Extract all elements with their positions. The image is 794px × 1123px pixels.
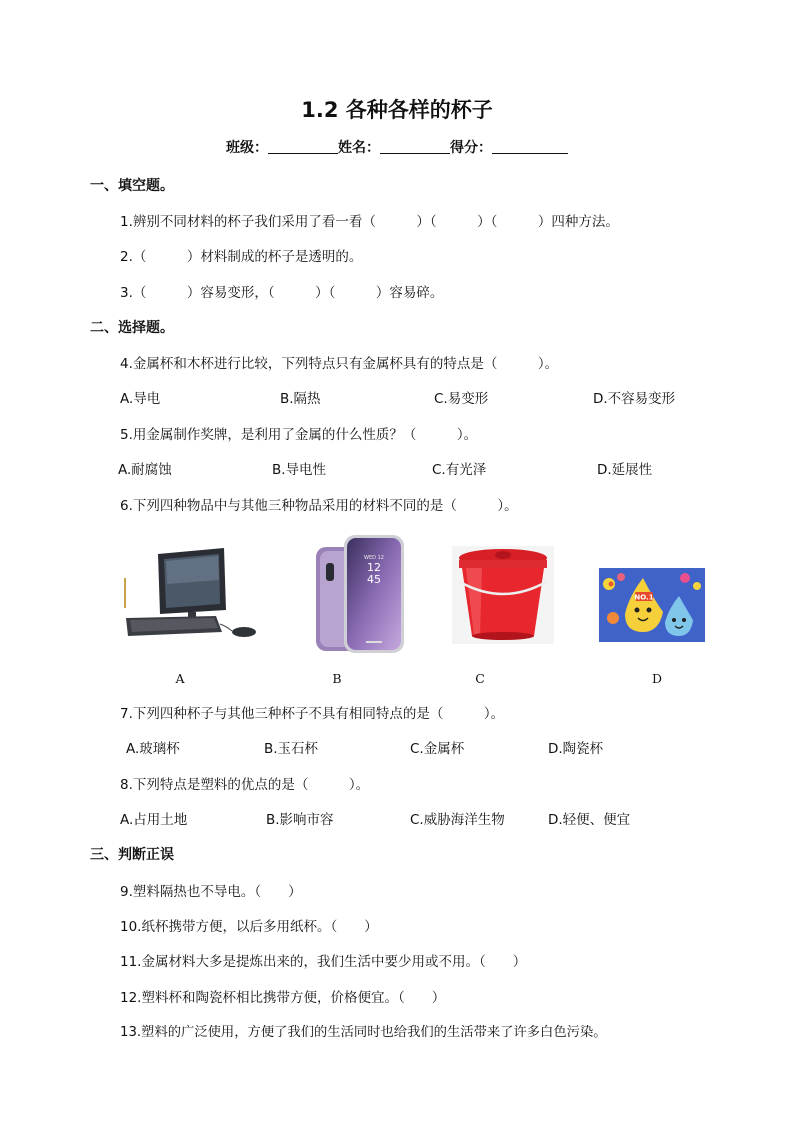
question-10: 10.纸杯携带方便，以后多用纸杯。（ ） bbox=[120, 919, 378, 935]
q7-option-a[interactable]: A.玻璃杯 bbox=[126, 741, 180, 757]
q5-option-d[interactable]: D.延展性 bbox=[597, 462, 653, 478]
image-label-b[interactable]: B bbox=[332, 671, 342, 686]
q4-option-a[interactable]: A.导电 bbox=[120, 391, 161, 407]
section-fill-in: 一、填空题。 bbox=[90, 178, 174, 194]
question-9: 9.塑料隔热也不导电。（ ） bbox=[120, 884, 302, 900]
question-12: 12.塑料杯和陶瓷杯相比携带方便，价格便宜。（ ） bbox=[120, 990, 446, 1006]
section-true-false: 三、判断正误 bbox=[90, 847, 174, 863]
phone-date: WED 12 bbox=[364, 555, 384, 561]
question-11: 11.金属材料大多是提炼出来的，我们生活中要少用或不用。（ ） bbox=[120, 954, 527, 970]
question-4: 4.金属杯和木杯进行比较，下列特点只有金属杯具有的特点是（ ）。 bbox=[120, 356, 559, 372]
score-label: 得分： bbox=[450, 140, 492, 156]
cartoon-sticker-image bbox=[599, 568, 705, 642]
q4-option-c[interactable]: C.易变形 bbox=[434, 391, 489, 407]
image-label-d[interactable]: D bbox=[651, 671, 663, 686]
q4-option-b[interactable]: B.隔热 bbox=[280, 391, 321, 407]
q8-option-b[interactable]: B.影响市容 bbox=[266, 812, 334, 828]
name-blank[interactable] bbox=[380, 139, 450, 154]
name-label: 姓名： bbox=[338, 140, 380, 156]
score-blank[interactable] bbox=[492, 139, 568, 154]
q5-option-b[interactable]: B.导电性 bbox=[272, 462, 327, 478]
q5-option-c[interactable]: C.有光泽 bbox=[432, 462, 487, 478]
page-title: 1.2 各种各样的杯子 bbox=[301, 98, 493, 122]
q8-option-c[interactable]: C.威胁海洋生物 bbox=[410, 812, 505, 828]
section-choice: 二、选择题。 bbox=[90, 320, 174, 336]
q8-option-a[interactable]: A.占用土地 bbox=[120, 812, 188, 828]
class-blank[interactable] bbox=[268, 139, 338, 154]
computer-image bbox=[122, 540, 262, 645]
question-3: 3.（ ）容易变形，（ ）（ ）容易碎。 bbox=[120, 285, 444, 301]
smartphone-image bbox=[312, 533, 408, 655]
question-5: 5.用金属制作奖牌，是利用了金属的什么性质？（ ）。 bbox=[120, 427, 478, 443]
sticker-label: NO.1 bbox=[634, 593, 654, 602]
question-2: 2.（ ）材料制成的杯子是透明的。 bbox=[120, 249, 363, 265]
student-info-line bbox=[0, 137, 794, 157]
image-label-c[interactable]: C bbox=[475, 671, 485, 686]
q7-option-c[interactable]: C.金属杯 bbox=[410, 741, 465, 757]
q7-option-d[interactable]: D.陶瓷杯 bbox=[548, 741, 604, 757]
image-label-a[interactable]: A bbox=[175, 671, 185, 686]
question-1: 1.辨别不同材料的杯子我们采用了看一看（ ）（ ）（ ）四种方法。 bbox=[120, 214, 619, 230]
q8-option-d[interactable]: D.轻便、便宜 bbox=[548, 812, 631, 828]
q7-option-b[interactable]: B.玉石杯 bbox=[264, 741, 319, 757]
question-6: 6.下列四种物品中与其他三种物品采用的材料不同的是（ ）。 bbox=[120, 498, 518, 514]
svg-text:12: 12 bbox=[367, 561, 381, 574]
svg-text:45: 45 bbox=[367, 573, 381, 586]
class-label: 班级： bbox=[226, 140, 268, 156]
question-8: 8.下列特点是塑料的优点的是（ ）。 bbox=[120, 777, 370, 793]
question-7: 7.下列四种杯子与其他三种杯子不具有相同特点的是（ ）。 bbox=[120, 706, 505, 722]
q4-option-d[interactable]: D.不容易变形 bbox=[593, 391, 676, 407]
red-bucket-image bbox=[452, 546, 554, 644]
question-13: 13.塑料的广泛使用，方便了我们的生活同时也给我们的生活带来了许多白色污染。 bbox=[120, 1025, 607, 1040]
q5-option-a[interactable]: A.耐腐蚀 bbox=[118, 462, 172, 478]
